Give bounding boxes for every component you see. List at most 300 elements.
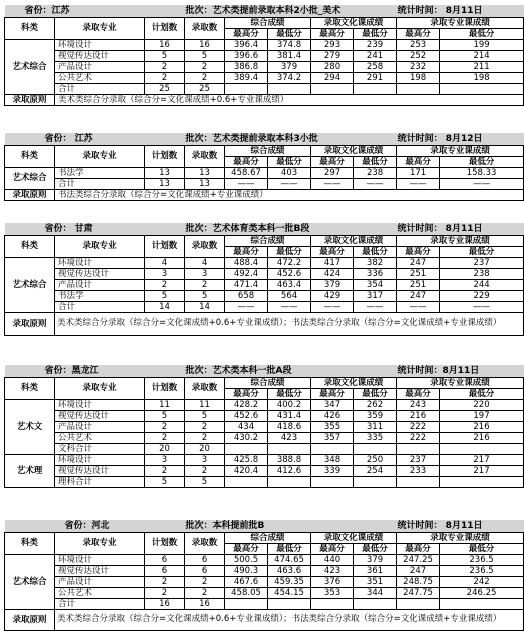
value-cell: 217 xyxy=(440,466,524,477)
major-name-cell: 环境设计 xyxy=(55,555,145,566)
value-cell: 11 xyxy=(145,400,185,411)
major-name-cell: 视觉传达设计 xyxy=(55,566,145,577)
value-cell: 374.2 xyxy=(268,73,311,84)
value-cell: 247 xyxy=(397,566,440,577)
col-high: 最高分 xyxy=(225,247,268,258)
col-low: 最低分 xyxy=(354,389,397,400)
major-name-cell: 视觉传达设计 xyxy=(55,411,145,422)
batch-label: 批次：本科提前批B xyxy=(185,520,265,531)
value-cell: 5 xyxy=(185,477,225,488)
table-row xyxy=(5,411,524,422)
value-cell: 379 xyxy=(268,62,311,73)
value-cell: —— xyxy=(397,179,440,190)
col-high: 最高分 xyxy=(397,247,440,258)
col-low: 最低分 xyxy=(354,157,397,168)
value-cell: 16 xyxy=(185,40,225,51)
major-name-cell: 合计 xyxy=(55,599,145,610)
value-cell: 6 xyxy=(185,555,225,566)
major-name-cell: 公共艺术 xyxy=(55,433,145,444)
col-low: 最低分 xyxy=(440,389,524,400)
value-cell: 198 xyxy=(397,73,440,84)
value-cell: 336 xyxy=(354,269,397,280)
value-cell: 376 xyxy=(311,577,354,588)
rule-label: 录取原则 xyxy=(5,610,55,631)
rule-text: 美术类综合分录取（综合分=文化课成绩+0.6+专业课成绩）；书法类综合分录取（综合分=文化课成绩+专业课成绩） xyxy=(55,610,524,631)
value-cell: —— xyxy=(311,179,354,190)
col-culture: 录取文化课成绩 xyxy=(311,236,397,247)
table-row xyxy=(5,51,524,62)
table-row xyxy=(5,555,524,566)
value-cell: 11 xyxy=(185,400,225,411)
value-cell xyxy=(268,84,311,95)
rule-label: 录取原则 xyxy=(5,190,55,201)
value-cell: 4 xyxy=(145,258,185,269)
value-cell: 13 xyxy=(185,179,225,190)
value-cell: 425.8 xyxy=(225,455,268,466)
table-row xyxy=(5,302,524,313)
table-row xyxy=(5,280,524,291)
value-cell: 237 xyxy=(397,455,440,466)
value-cell: —— xyxy=(225,302,268,313)
province-label: 省份： 江苏 xyxy=(44,133,93,144)
value-cell: 253 xyxy=(397,40,440,51)
value-cell: 474.65 xyxy=(268,555,311,566)
value-cell: 426 xyxy=(311,411,354,422)
col-low: 最低分 xyxy=(268,544,311,555)
value-cell: —— xyxy=(440,302,524,313)
value-cell: —— xyxy=(225,179,268,190)
subject-cell: 艺术文 xyxy=(5,400,55,455)
value-cell: 2 xyxy=(145,62,185,73)
value-cell xyxy=(397,84,440,95)
major-name-cell: 环境设计 xyxy=(55,400,145,411)
value-cell xyxy=(354,444,397,455)
col-major: 录取专业 xyxy=(55,236,145,258)
value-cell: 2 xyxy=(185,577,225,588)
col-major: 录取专业 xyxy=(55,533,145,555)
value-cell: 258 xyxy=(354,62,397,73)
value-cell xyxy=(354,477,397,488)
province-label: 省份：黑龙江 xyxy=(44,365,99,376)
value-cell xyxy=(311,84,354,95)
value-cell xyxy=(440,599,524,610)
admission-block-heilongjiang xyxy=(4,365,495,488)
value-cell: 400.2 xyxy=(268,400,311,411)
value-cell: 431.4 xyxy=(268,411,311,422)
major-name-cell: 公共艺术 xyxy=(55,588,145,599)
col-admitted: 录取数 xyxy=(185,146,225,168)
value-cell: 357 xyxy=(311,433,354,444)
col-plan: 计划数 xyxy=(145,146,185,168)
major-name-cell: 产品设计 xyxy=(55,577,145,588)
col-low: 最低分 xyxy=(354,247,397,258)
value-cell: 6 xyxy=(145,566,185,577)
value-cell: 2 xyxy=(145,588,185,599)
value-cell: 430.2 xyxy=(225,433,268,444)
value-cell: 2 xyxy=(185,73,225,84)
col-high: 最高分 xyxy=(311,247,354,258)
col-combined: 综合成绩 xyxy=(225,236,311,247)
col-low: 最低分 xyxy=(268,29,311,40)
col-combined: 综合成绩 xyxy=(225,18,311,29)
col-high: 最高分 xyxy=(225,389,268,400)
col-combined: 综合成绩 xyxy=(225,146,311,157)
value-cell: 2 xyxy=(185,433,225,444)
col-high: 最高分 xyxy=(311,157,354,168)
value-cell: 2 xyxy=(185,422,225,433)
col-subject: 科类 xyxy=(5,533,55,555)
major-name-cell: 环境设计 xyxy=(55,258,145,269)
value-cell: 412.6 xyxy=(268,466,311,477)
value-cell: 238 xyxy=(354,168,397,179)
value-cell: —— xyxy=(440,179,524,190)
value-cell: 3 xyxy=(145,455,185,466)
value-cell: 280 xyxy=(311,62,354,73)
value-cell: 247 xyxy=(397,291,440,302)
col-subject: 科类 xyxy=(5,18,55,40)
col-major: 录取专业 xyxy=(55,378,145,400)
col-admitted: 录取数 xyxy=(185,18,225,40)
value-cell: 6 xyxy=(185,566,225,577)
col-plan: 计划数 xyxy=(145,378,185,400)
value-cell: 199 xyxy=(440,40,524,51)
major-name-cell: 书法学 xyxy=(55,291,145,302)
value-cell: 242 xyxy=(440,577,524,588)
major-name-cell: 书法学 xyxy=(55,168,145,179)
value-cell: 297 xyxy=(311,168,354,179)
value-cell: —— xyxy=(268,302,311,313)
major-name-cell: 公共艺术 xyxy=(55,73,145,84)
value-cell: 423 xyxy=(268,433,311,444)
batch-label: 批次：艺术类本科一批A段 xyxy=(185,365,292,376)
table-row xyxy=(5,258,524,269)
table-row xyxy=(5,444,524,455)
value-cell: 658 xyxy=(225,291,268,302)
table-row xyxy=(5,400,524,411)
major-name-cell: 产品设计 xyxy=(55,422,145,433)
value-cell: 454.15 xyxy=(268,588,311,599)
col-combined: 综合成绩 xyxy=(225,378,311,389)
value-cell: 14 xyxy=(185,302,225,313)
value-cell xyxy=(311,477,354,488)
stat-time: 统计时间：8月11日 xyxy=(397,365,480,376)
value-cell: 25 xyxy=(185,84,225,95)
col-culture: 录取文化课成绩 xyxy=(311,18,397,29)
value-cell: 389.4 xyxy=(225,73,268,84)
value-cell: 20 xyxy=(185,444,225,455)
major-name-cell: 合计 xyxy=(55,302,145,313)
value-cell: 429 xyxy=(311,291,354,302)
major-name-cell: 环境设计 xyxy=(55,455,145,466)
value-cell: 2 xyxy=(145,73,185,84)
value-cell: 291 xyxy=(354,73,397,84)
subject-cell: 艺术综合 xyxy=(5,555,55,610)
value-cell: 379 xyxy=(354,555,397,566)
admission-block-jiangsu-2 xyxy=(4,133,497,201)
value-cell: 388.8 xyxy=(268,455,311,466)
value-cell: 2 xyxy=(145,577,185,588)
col-major-score: 录取专业课成绩 xyxy=(397,378,524,389)
value-cell: 16 xyxy=(145,40,185,51)
value-cell: 158.33 xyxy=(440,168,524,179)
value-cell: 216 xyxy=(440,422,524,433)
value-cell: 420.4 xyxy=(225,466,268,477)
value-cell: 16 xyxy=(185,599,225,610)
value-cell: 20 xyxy=(145,444,185,455)
value-cell: 217 xyxy=(440,455,524,466)
col-culture: 录取文化课成绩 xyxy=(311,533,397,544)
batch-label: 批次：艺术体育类本科一批B段 xyxy=(185,223,310,234)
value-cell xyxy=(397,477,440,488)
value-cell: —— xyxy=(354,302,397,313)
table-row xyxy=(5,455,524,466)
col-major: 录取专业 xyxy=(55,146,145,168)
value-cell: 2 xyxy=(185,280,225,291)
col-major-score: 录取专业课成绩 xyxy=(397,236,524,247)
major-name-cell: 视觉传达设计 xyxy=(55,269,145,280)
value-cell: 492.4 xyxy=(225,269,268,280)
value-cell xyxy=(311,599,354,610)
table-row xyxy=(5,269,524,280)
value-cell: 396.4 xyxy=(225,40,268,51)
value-cell: 355 xyxy=(311,422,354,433)
col-major-score: 录取专业课成绩 xyxy=(397,18,524,29)
value-cell: 344 xyxy=(354,588,397,599)
major-name-cell: 视觉传达设计 xyxy=(55,466,145,477)
col-high: 最高分 xyxy=(311,544,354,555)
value-cell: 251 xyxy=(397,280,440,291)
value-cell: 293 xyxy=(311,40,354,51)
table-row xyxy=(5,588,524,599)
province-label: 省份：江苏 xyxy=(24,5,70,16)
stat-time: 统计时间： 8月11日 xyxy=(397,520,483,531)
value-cell: 216 xyxy=(397,411,440,422)
stat-time: 统计时间： 8月11日 xyxy=(397,5,483,16)
col-high: 最高分 xyxy=(397,389,440,400)
value-cell: 382 xyxy=(354,258,397,269)
value-cell: 5 xyxy=(145,51,185,62)
value-cell: 386.8 xyxy=(225,62,268,73)
value-cell: 6 xyxy=(145,555,185,566)
value-cell xyxy=(354,599,397,610)
col-high: 最高分 xyxy=(225,544,268,555)
value-cell: 452.6 xyxy=(268,269,311,280)
col-high: 最高分 xyxy=(397,157,440,168)
value-cell: 14 xyxy=(145,302,185,313)
major-name-cell: 理科合计 xyxy=(55,477,145,488)
col-high: 最高分 xyxy=(397,544,440,555)
col-low: 最低分 xyxy=(440,157,524,168)
province-label: 省份：河北 xyxy=(64,520,110,531)
value-cell: 359 xyxy=(354,411,397,422)
col-subject: 科类 xyxy=(5,236,55,258)
value-cell: 294 xyxy=(311,73,354,84)
value-cell: —— xyxy=(354,179,397,190)
rule-text: 美术类综合分录取（综合分=文化课成绩+0.6+专业课成绩）；书法类综合分录取（综合分=文化课成绩+专业课成绩） xyxy=(55,313,524,336)
rule-text: 美术类综合分录取（综合分=文化课成绩+0.6+专业课成绩） xyxy=(55,95,524,106)
value-cell: 222 xyxy=(397,433,440,444)
table-row xyxy=(5,566,524,577)
value-cell: 3 xyxy=(145,269,185,280)
value-cell: 2 xyxy=(145,422,185,433)
value-cell: 251 xyxy=(397,269,440,280)
col-major: 录取专业 xyxy=(55,18,145,40)
subject-cell: 艺术综合 xyxy=(5,258,55,313)
value-cell: 348 xyxy=(311,455,354,466)
rule-label: 录取原则 xyxy=(5,313,55,336)
rule-label: 录取原则 xyxy=(5,95,55,106)
value-cell: 2 xyxy=(145,280,185,291)
major-name-cell: 文科合计 xyxy=(55,444,145,455)
value-cell: 13 xyxy=(185,168,225,179)
table-row xyxy=(5,62,524,73)
table-row xyxy=(5,84,524,95)
rule-text: 书法类综合分录取（综合分=文化课成绩+专业课成绩） xyxy=(55,190,524,201)
value-cell: 220 xyxy=(440,400,524,411)
value-cell: 279 xyxy=(311,51,354,62)
value-cell: 452.6 xyxy=(225,411,268,422)
value-cell: 25 xyxy=(145,84,185,95)
value-cell: 246.25 xyxy=(440,588,524,599)
value-cell xyxy=(440,84,524,95)
value-cell xyxy=(268,599,311,610)
value-cell: 2 xyxy=(145,433,185,444)
value-cell: 171 xyxy=(397,168,440,179)
value-cell: 440 xyxy=(311,555,354,566)
value-cell: 241 xyxy=(354,51,397,62)
value-cell: 458.05 xyxy=(225,588,268,599)
value-cell: 211 xyxy=(440,62,524,73)
col-low: 最低分 xyxy=(268,389,311,400)
col-subject: 科类 xyxy=(5,378,55,400)
value-cell xyxy=(440,444,524,455)
value-cell: 317 xyxy=(354,291,397,302)
value-cell: —— xyxy=(268,179,311,190)
value-cell: 472.2 xyxy=(268,258,311,269)
table-row xyxy=(5,422,524,433)
value-cell: 250 xyxy=(354,455,397,466)
value-cell: 197 xyxy=(440,411,524,422)
value-cell: 458.67 xyxy=(225,168,268,179)
value-cell: 229 xyxy=(440,291,524,302)
admission-block-hebei xyxy=(4,520,502,631)
value-cell: 254 xyxy=(354,466,397,477)
table-row xyxy=(5,291,524,302)
col-subject: 科类 xyxy=(5,146,55,168)
value-cell xyxy=(268,444,311,455)
value-cell: 500.5 xyxy=(225,555,268,566)
value-cell: 248.75 xyxy=(397,577,440,588)
value-cell: 222 xyxy=(397,422,440,433)
table-row xyxy=(5,40,524,51)
col-low: 最低分 xyxy=(440,29,524,40)
stat-time: 统计时间： 8月11日 xyxy=(397,223,483,234)
table-row xyxy=(5,466,524,477)
col-low: 最低分 xyxy=(354,29,397,40)
col-low: 最低分 xyxy=(440,544,524,555)
stat-time: 统计时间： 8月12日 xyxy=(397,133,483,144)
value-cell xyxy=(225,84,268,95)
col-major-score: 录取专业课成绩 xyxy=(397,533,524,544)
value-cell: 424 xyxy=(311,269,354,280)
value-cell: 463.6 xyxy=(268,566,311,577)
major-name-cell: 环境设计 xyxy=(55,40,145,51)
batch-label: 批次：艺术类提前录取本科2小批_美术 xyxy=(185,5,341,16)
subject-cell: 艺术综合 xyxy=(5,40,55,95)
value-cell: 237 xyxy=(440,258,524,269)
value-cell: 2 xyxy=(185,466,225,477)
value-cell: 418.6 xyxy=(268,422,311,433)
value-cell: 374.8 xyxy=(268,40,311,51)
value-cell xyxy=(311,444,354,455)
value-cell: 3 xyxy=(185,269,225,280)
table-row xyxy=(5,168,524,179)
value-cell: 335 xyxy=(354,433,397,444)
value-cell: 423 xyxy=(311,566,354,577)
value-cell: 488.4 xyxy=(225,258,268,269)
value-cell xyxy=(225,477,268,488)
value-cell: 13 xyxy=(145,179,185,190)
value-cell: 247 xyxy=(397,258,440,269)
value-cell: 428.2 xyxy=(225,400,268,411)
table-row xyxy=(5,73,524,84)
value-cell: 351 xyxy=(354,577,397,588)
value-cell: 244 xyxy=(440,280,524,291)
value-cell: 396.6 xyxy=(225,51,268,62)
value-cell xyxy=(397,599,440,610)
col-low: 最低分 xyxy=(268,247,311,258)
value-cell: 434 xyxy=(225,422,268,433)
batch-label: 批次：艺术类提前录取本科3小批 xyxy=(185,133,318,144)
value-cell xyxy=(397,444,440,455)
value-cell: 347 xyxy=(311,400,354,411)
value-cell: 5 xyxy=(185,291,225,302)
value-cell: 5 xyxy=(145,477,185,488)
value-cell: 2 xyxy=(185,588,225,599)
value-cell: 247.25 xyxy=(397,555,440,566)
major-name-cell: 合计 xyxy=(55,179,145,190)
value-cell: 417 xyxy=(311,258,354,269)
value-cell: 463.4 xyxy=(268,280,311,291)
value-cell xyxy=(440,477,524,488)
value-cell: 381.4 xyxy=(268,51,311,62)
value-cell: 490.3 xyxy=(225,566,268,577)
value-cell: 564 xyxy=(268,291,311,302)
value-cell: 459.35 xyxy=(268,577,311,588)
value-cell xyxy=(225,444,268,455)
major-name-cell: 合计 xyxy=(55,84,145,95)
value-cell: 339 xyxy=(311,466,354,477)
col-low: 最低分 xyxy=(440,247,524,258)
value-cell: —— xyxy=(397,302,440,313)
major-name-cell: 产品设计 xyxy=(55,62,145,73)
col-high: 最高分 xyxy=(311,29,354,40)
value-cell: 247.75 xyxy=(397,588,440,599)
col-low: 最低分 xyxy=(268,157,311,168)
value-cell: 3 xyxy=(185,455,225,466)
col-high: 最高分 xyxy=(225,29,268,40)
value-cell: 5 xyxy=(145,291,185,302)
col-culture: 录取文化课成绩 xyxy=(311,146,397,157)
value-cell: 5 xyxy=(185,411,225,422)
subject-cell: 艺术理 xyxy=(5,455,55,488)
value-cell xyxy=(268,477,311,488)
value-cell: 252 xyxy=(397,51,440,62)
admission-block-jiangsu-1 xyxy=(4,5,495,106)
value-cell: 232 xyxy=(397,62,440,73)
major-name-cell: 视觉传达设计 xyxy=(55,51,145,62)
value-cell: 379 xyxy=(311,280,354,291)
